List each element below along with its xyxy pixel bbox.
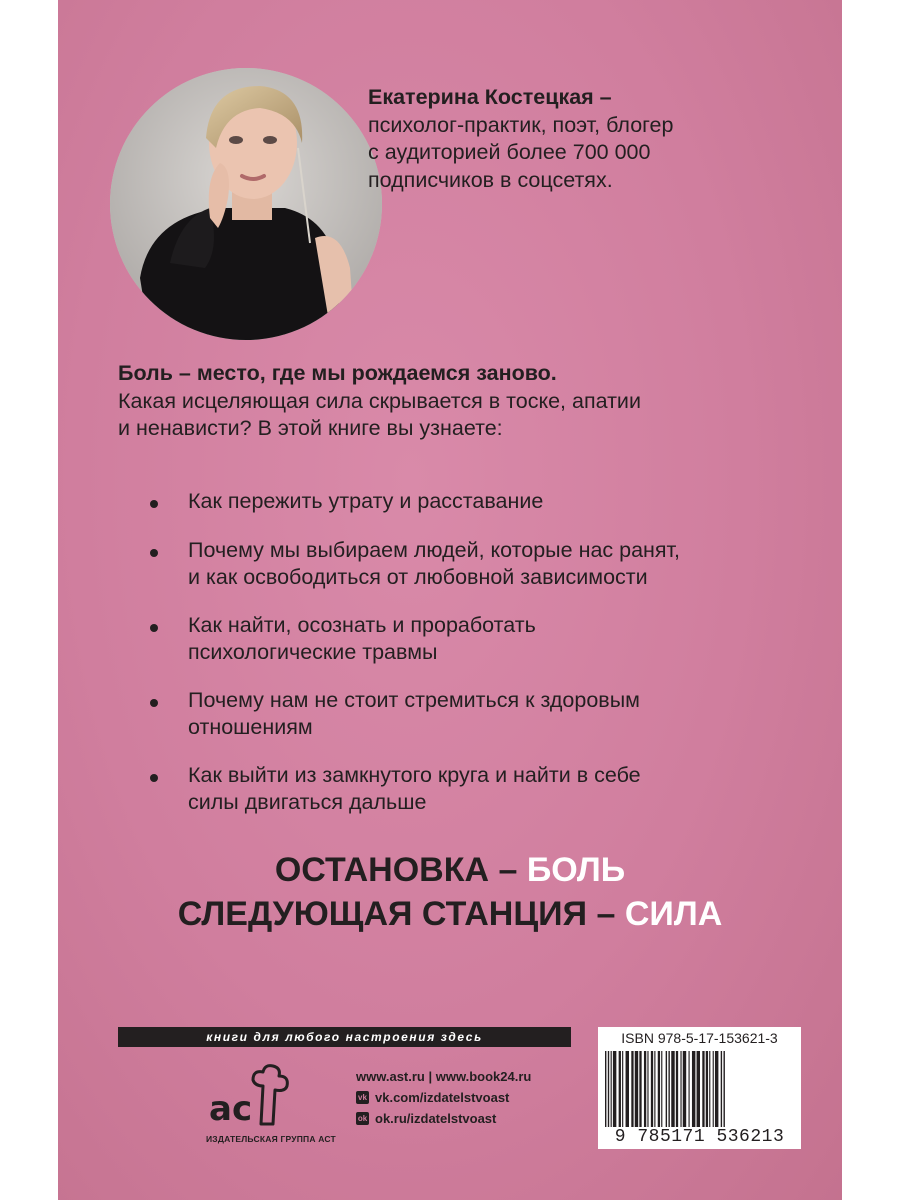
bullet-text: Как пережить утрату и расставание: [188, 489, 544, 513]
barcode-bar: [631, 1051, 633, 1127]
author-portrait: [110, 68, 382, 340]
barcode-bar: [605, 1051, 606, 1135]
intro-lead: Боль – место, где мы рождаемся заново.: [118, 361, 557, 385]
bullet-item: [118, 537, 818, 592]
barcode-bar: [697, 1051, 700, 1127]
barcode-bar: [721, 1051, 722, 1135]
publisher-group-name: ИЗДАТЕЛЬСКАЯ ГРУППА АСТ: [206, 1134, 336, 1144]
author-bio-line: с аудиторией более 700 000: [368, 140, 651, 164]
ast-logo-icon: [203, 1062, 293, 1132]
slogan-highlight: СИЛА: [624, 895, 723, 933]
sites-link[interactable]: www.ast.ru | www.book24.ru: [356, 1069, 532, 1084]
bullet-text: Почему нам не стоит стремиться к здоровым: [188, 687, 640, 712]
barcode-bar: [706, 1051, 708, 1127]
bullet-text: Как выйти из замкнутого круга и найти в себе: [188, 762, 641, 787]
ok-row: [356, 1108, 531, 1129]
bullet-item: [118, 762, 818, 817]
slogan-part: СЛЕДУЮЩАЯ СТАНЦИЯ –: [177, 895, 625, 933]
bullet-text: Почему мы выбираем людей, которые нас ранят,: [188, 537, 680, 562]
isbn-label: ISBN 978-5-17-153621-3: [621, 1030, 778, 1046]
author-bio: [368, 84, 808, 194]
ast-logo-text: ac: [209, 1089, 253, 1129]
bullet-text: отношениям: [188, 715, 313, 739]
barcode-bar: [724, 1051, 725, 1135]
barcode-bar: [671, 1051, 674, 1127]
slogan-line-2: [58, 892, 842, 936]
barcode-bar: [608, 1051, 609, 1135]
barcode-bar: [689, 1051, 690, 1127]
barcode-bar: [635, 1051, 638, 1127]
barcode-bar: [680, 1051, 681, 1127]
barcode-graphic: [603, 1051, 796, 1137]
barcode-bar: [647, 1051, 648, 1127]
book-intro: [118, 360, 818, 443]
slogan-highlight: БОЛЬ: [526, 851, 626, 889]
barcode-bar: [626, 1051, 629, 1127]
ok-icon: ok: [357, 1114, 368, 1123]
ok-link[interactable]: ok.ru/izdatelstvoast: [375, 1111, 497, 1126]
bullet-dot-icon: [150, 549, 158, 557]
tagline-strip: книги для любого настроения здесь: [118, 1027, 571, 1047]
bullet-item: [118, 687, 818, 742]
author-bio-line: подписчиков в соцсетях.: [368, 167, 613, 192]
bullet-dot-icon: [150, 624, 158, 632]
bullet-text: психологические травмы: [188, 640, 438, 664]
barcode-bar: [709, 1051, 710, 1127]
book-back-cover: [58, 0, 842, 1200]
vk-icon: vk: [356, 1091, 369, 1104]
author-name: Екатерина Костецкая –: [368, 85, 612, 109]
sites-row: [356, 1066, 531, 1087]
bullet-list: [118, 488, 818, 817]
barcode-bar: [611, 1051, 612, 1127]
barcode-bar: [715, 1051, 718, 1127]
barcode-bar: [713, 1051, 714, 1127]
barcode-bar: [666, 1051, 667, 1135]
barcode-bar: [613, 1051, 616, 1127]
bullet-text: и как освободиться от любовной зависимости: [188, 565, 648, 589]
barcode-bar: [676, 1051, 678, 1127]
barcode-bar: [702, 1051, 704, 1127]
author-bio-line: психолог-практик, поэт, блогер: [368, 112, 674, 137]
bullet-item: [118, 612, 818, 667]
barcode-bar: [668, 1051, 669, 1135]
bullet-item: [118, 488, 818, 516]
intro-line: Какая исцеляющая сила скрывается в тоске, апатии: [118, 388, 641, 413]
barcode-bar: [654, 1051, 655, 1127]
intro-line: и ненависти? В этой книге вы узнаете:: [118, 416, 503, 440]
vk-link[interactable]: vk.com/izdatelstvoast: [375, 1090, 510, 1105]
vk-row: [356, 1087, 531, 1108]
barcode-bar: [651, 1051, 653, 1127]
barcode-bar: [644, 1051, 646, 1127]
isbn-barcode-box: [598, 1027, 801, 1149]
bullet-text: Как найти, осознать и проработать: [188, 612, 536, 637]
bullet-dot-icon: [150, 699, 158, 707]
barcode-bar: [692, 1051, 695, 1127]
author-photo-illustration: [110, 68, 382, 340]
barcode-bar: [619, 1051, 621, 1127]
barcode-bar: [622, 1051, 623, 1127]
publisher-links: [356, 1066, 531, 1129]
isbn-digits: 9 785171 536213: [598, 1127, 801, 1147]
barcode-bar: [661, 1051, 662, 1127]
ast-logo: [203, 1062, 293, 1132]
slogan-part: ОСТАНОВКА –: [274, 851, 527, 889]
slogan-line-1: [58, 848, 842, 892]
bullet-dot-icon: [150, 774, 158, 782]
slogan: [58, 848, 842, 936]
bullet-dot-icon: [150, 500, 158, 508]
barcode-bar: [658, 1051, 660, 1127]
bullet-text: силы двигаться дальше: [188, 790, 427, 814]
barcode-bar: [639, 1051, 641, 1127]
barcode-bar: [683, 1051, 686, 1127]
